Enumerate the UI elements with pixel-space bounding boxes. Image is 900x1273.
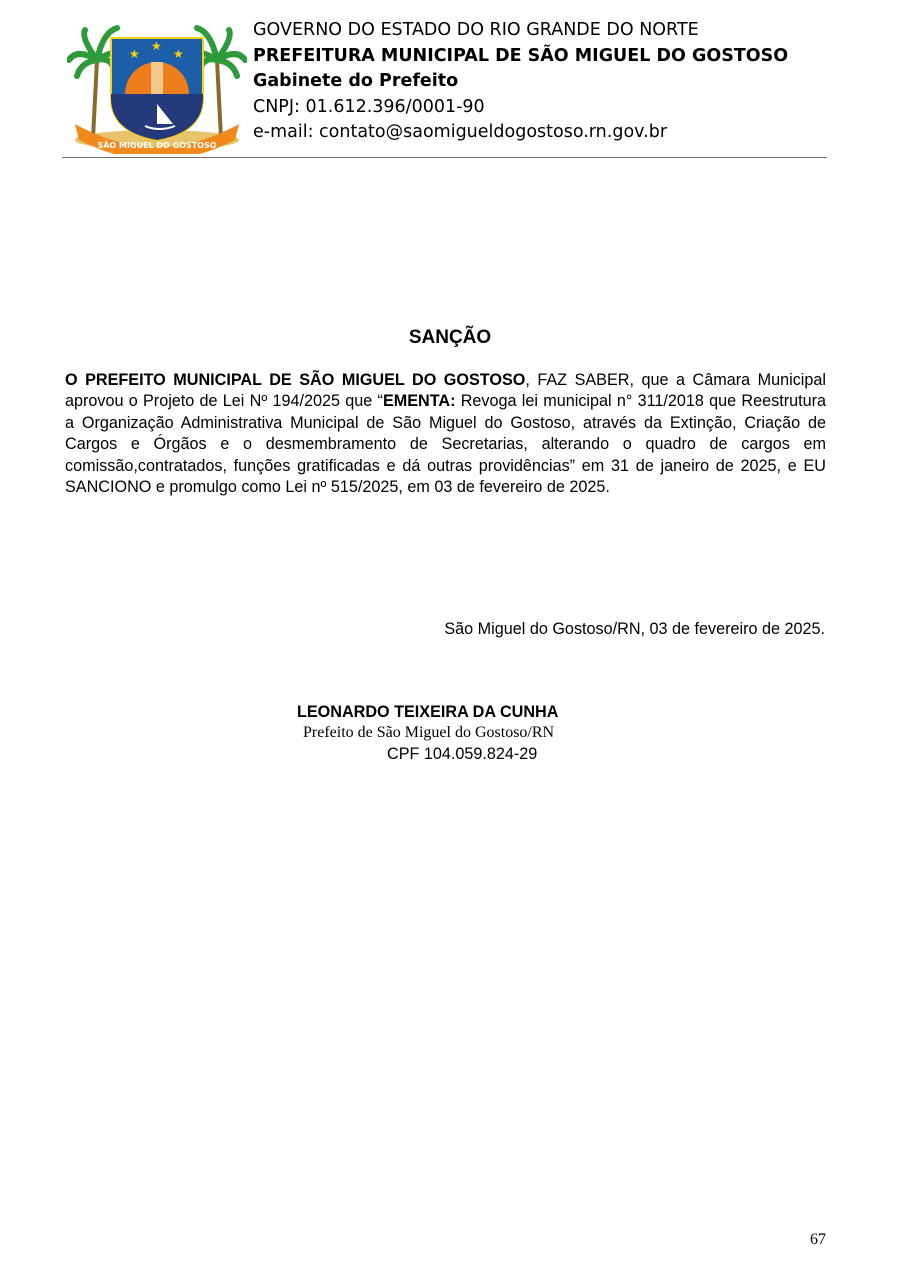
signatory-name: LEONARDO TEIXEIRA DA CUNHA bbox=[297, 703, 559, 721]
body-part-1: , FAZ SABER, que a Câmara Municipal aprovou o Projeto de Lei Nº 194/2025 que “ bbox=[65, 371, 827, 411]
municipal-crest-icon bbox=[67, 20, 247, 154]
crest-ribbon-text: SÃO MIGUEL DO GOSTOSO bbox=[97, 141, 217, 150]
header-divider bbox=[62, 157, 827, 158]
body-part-2: Revoga lei municipal n° 311/2018 que Reestrutura a Organização Administrativa Municipal de São Miguel do Gostoso, através da Extinção, Criação de Cargos e Órgãos e o desmembramento de Secretarias, alterando o quadro de cargos em comissão,contratados, funções gratificadas e dá outras providências” em 31 de janeiro de 2025, e EU SANCIONO e promulgo como Lei nº 515/2025, em 03 de fevereiro de 2025. bbox=[65, 392, 826, 497]
state-government-line: GOVERNO DO ESTADO DO RIO GRANDE DO NORTE bbox=[253, 20, 699, 40]
svg-text:★: ★ bbox=[173, 47, 184, 61]
sanction-paragraph bbox=[65, 370, 826, 498]
date-line: São Miguel do Gostoso/RN, 03 de fevereiro de 2025. bbox=[444, 620, 825, 638]
svg-text:★: ★ bbox=[151, 39, 162, 53]
svg-text:★: ★ bbox=[129, 47, 140, 61]
ementa-label: EMENTA: bbox=[382, 392, 456, 411]
body-bold-intro: O PREFEITO MUNICIPAL DE SÃO MIGUEL DO GOSTOSO bbox=[65, 371, 526, 389]
signatory-cpf: CPF 104.059.824-29 bbox=[387, 745, 538, 763]
page-number: 67 bbox=[810, 1231, 826, 1248]
email-line: e-mail: contato@saomigueldogostoso.rn.gov.br bbox=[253, 122, 668, 142]
letterhead bbox=[62, 16, 827, 158]
office-line: Gabinete do Prefeito bbox=[253, 71, 459, 91]
signatory-role: Prefeito de São Miguel do Gostoso/RN bbox=[303, 724, 555, 741]
prefecture-line: PREFEITURA MUNICIPAL DE SÃO MIGUEL DO GOSTOSO bbox=[253, 45, 789, 66]
cnpj-line: CNPJ: 01.612.396/0001-90 bbox=[253, 96, 485, 117]
letterhead-text bbox=[253, 18, 788, 146]
document-title: SANÇÃO bbox=[408, 327, 492, 348]
